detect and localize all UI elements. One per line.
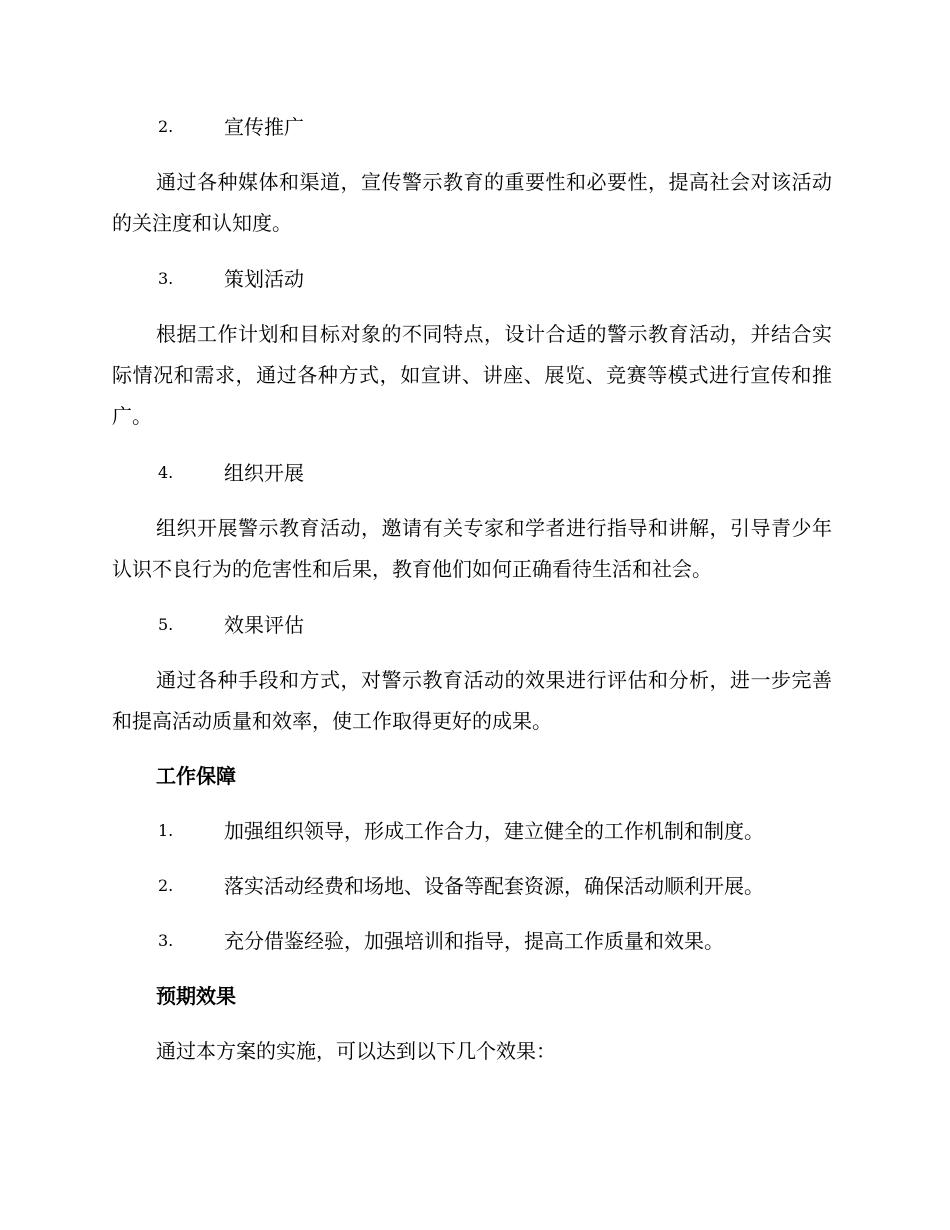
step-body: 根据工作计划和目标对象的不同特点，设计合适的警示教育活动，并结合实际情况和需求，通过各种方式，如宣讲、讲座、展览、竞赛等模式进行宣传和推广。 bbox=[112, 322, 832, 428]
step-item-3 bbox=[158, 263, 838, 295]
step-number: 3. bbox=[158, 269, 174, 288]
step-title: 宣传推广 bbox=[224, 115, 304, 139]
step-item-5 bbox=[158, 609, 838, 641]
guarantee-item-2 bbox=[158, 870, 838, 902]
guarantee-number: 2. bbox=[158, 876, 174, 895]
expected-intro: 通过本方案的实施，可以达到以下几个效果： bbox=[156, 1039, 556, 1063]
guarantee-item-3 bbox=[158, 925, 838, 957]
step-title: 组织开展 bbox=[224, 461, 304, 485]
guarantee-text: 加强组织领导，形成工作合力，建立健全的工作机制和制度。 bbox=[224, 819, 764, 843]
section-heading-guarantee: 工作保障 bbox=[156, 764, 236, 788]
step-title: 效果评估 bbox=[224, 613, 304, 637]
step-body: 组织开展警示教育活动，邀请有关专家和学者进行指导和讲解，引导青少年认识不良行为的危害性和后果，教育他们如何正确看待生活和社会。 bbox=[112, 516, 832, 581]
step-body: 通过各种手段和方式，对警示教育活动的效果进行评估和分析，进一步完善和提高活动质量和效率，使工作取得更好的成果。 bbox=[112, 668, 832, 733]
step-item-4 bbox=[158, 457, 838, 489]
guarantee-text: 落实活动经费和场地、设备等配套资源，确保活动顺利开展。 bbox=[224, 874, 764, 898]
guarantee-text: 充分借鉴经验，加强培训和指导，提高工作质量和效果。 bbox=[224, 929, 724, 953]
step-number: 2. bbox=[158, 117, 174, 136]
step-title: 策划活动 bbox=[224, 267, 304, 291]
step-number: 5. bbox=[158, 615, 174, 634]
step-number: 4. bbox=[158, 463, 174, 482]
guarantee-number: 1. bbox=[158, 821, 174, 840]
step-item-2 bbox=[158, 111, 838, 143]
guarantee-item-1 bbox=[158, 815, 838, 847]
guarantee-number: 3. bbox=[158, 931, 174, 950]
section-heading-expected: 预期效果 bbox=[156, 984, 236, 1008]
step-body: 通过各种媒体和渠道，宣传警示教育的重要性和必要性，提高社会对该活动的关注度和认知度。 bbox=[112, 170, 832, 235]
